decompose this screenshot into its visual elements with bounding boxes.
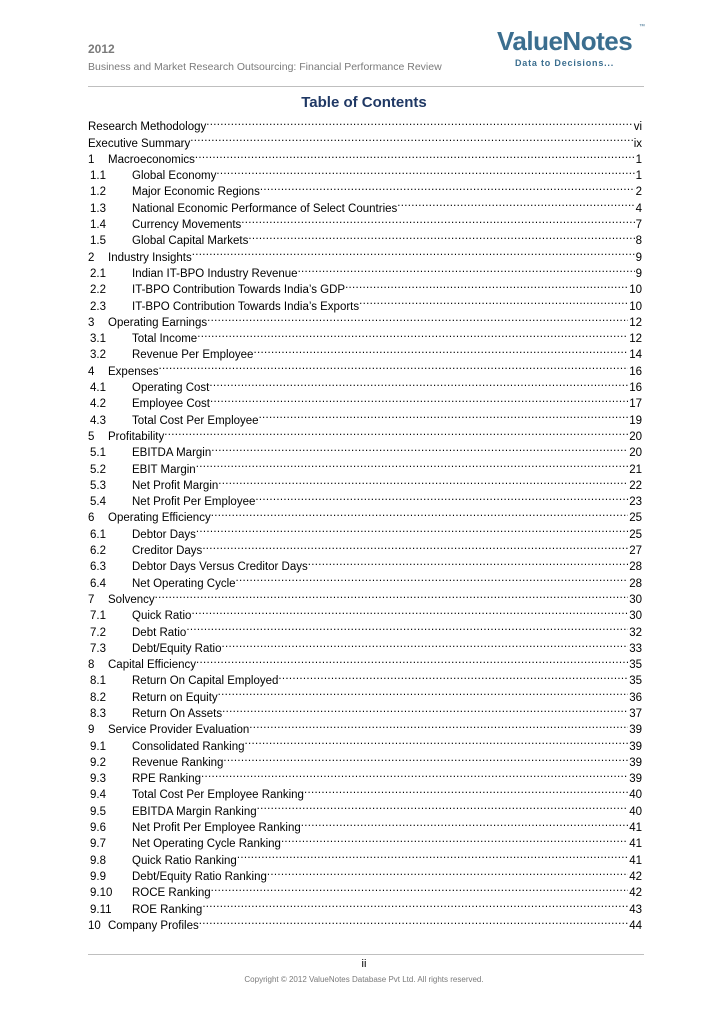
dot-leader xyxy=(345,277,628,293)
toc-entry-number: 9.4 xyxy=(90,789,106,802)
toc-entry-number: 5.1 xyxy=(90,447,106,460)
toc-entry-label: Quick Ratio Ranking xyxy=(132,854,237,867)
toc-entry-label: IT-BPO Contribution Towards India’s Exports xyxy=(132,300,360,313)
toc-entry-number: 9.2 xyxy=(90,756,106,769)
dot-leader xyxy=(195,147,635,163)
dot-leader xyxy=(202,896,628,912)
toc-entry[interactable] xyxy=(88,587,642,606)
toc-entry-page: 25 xyxy=(629,512,642,525)
toc-entry-label: EBITDA Margin xyxy=(132,447,212,460)
toc-entry-number: 6.4 xyxy=(90,577,106,590)
toc-entry-label: ROE Ranking xyxy=(132,903,203,916)
toc-entry-page: 40 xyxy=(629,789,642,802)
toc-entry-number: 4.3 xyxy=(90,414,106,427)
dot-leader xyxy=(308,554,628,570)
toc-entry-page: 39 xyxy=(629,724,642,737)
toc-entry-number: 9 xyxy=(88,724,95,737)
dot-leader xyxy=(201,766,628,782)
dot-leader xyxy=(259,407,629,423)
toc-entry-number: 7.1 xyxy=(90,610,106,623)
toc-entry-number: 2.2 xyxy=(90,284,106,297)
dot-leader xyxy=(245,733,629,749)
dot-leader xyxy=(253,342,628,358)
toc-entry-number: 6 xyxy=(88,512,95,525)
toc-entry-page: 30 xyxy=(629,610,642,623)
toc-entry-label: Global Capital Markets xyxy=(132,235,249,248)
dot-leader xyxy=(281,831,628,847)
toc-entry-label: Revenue Per Employee xyxy=(132,349,254,362)
toc-entry-label: National Economic Performance of Select Countries xyxy=(132,202,398,215)
toc-entry-label: Debt/Equity Ratio Ranking xyxy=(132,870,267,883)
toc-entry-number: 9.9 xyxy=(90,870,106,883)
toc-entry-number: 8.3 xyxy=(90,707,106,720)
toc-entry-number: 9.10 xyxy=(90,887,113,900)
dot-leader xyxy=(206,114,632,130)
toc-entry-page: 42 xyxy=(629,870,642,883)
toc-entry-page: 7 xyxy=(635,219,642,232)
toc-entry-label: Capital Efficiency xyxy=(108,659,196,672)
toc-entry[interactable] xyxy=(88,424,642,443)
toc-entry-page: 17 xyxy=(629,398,642,411)
dot-leader xyxy=(216,163,634,179)
dot-leader xyxy=(359,293,628,309)
dot-leader xyxy=(249,717,628,733)
toc-entry-number: 8.2 xyxy=(90,691,106,704)
toc-entry-label: Return On Capital Employed xyxy=(132,675,279,688)
toc-entry-label: Expenses xyxy=(108,365,159,378)
toc-entry-number: 6.3 xyxy=(90,561,106,574)
toc-entry-number: 9.7 xyxy=(90,838,106,851)
toc-entry-label: Debt/Equity Ratio xyxy=(132,642,222,655)
dot-leader xyxy=(196,521,628,537)
dot-leader xyxy=(260,179,635,195)
toc-entry-number: 7.3 xyxy=(90,642,106,655)
toc-entry-number: 1.1 xyxy=(90,170,106,183)
toc-entry-label: Net Operating Cycle xyxy=(132,577,236,590)
toc-entry-page: 20 xyxy=(629,447,642,460)
dot-leader xyxy=(211,880,629,896)
footer-divider xyxy=(88,954,644,955)
toc-entry-page: 1 xyxy=(635,170,642,183)
toc-entry-page: 41 xyxy=(629,854,642,867)
dot-leader xyxy=(192,244,635,260)
toc-entry-page: 16 xyxy=(629,365,642,378)
toc-entry-number: 9.1 xyxy=(90,740,106,753)
toc-entry-label: ROCE Ranking xyxy=(132,887,211,900)
toc-entry-page: 20 xyxy=(629,430,642,443)
toc-entry-label: Net Profit Per Employee xyxy=(132,496,256,509)
toc-entry-label: Return On Assets xyxy=(132,707,223,720)
toc-entry-label: Creditor Days xyxy=(132,545,203,558)
toc-entry-label: Operating Cost xyxy=(132,382,210,395)
toc-entry-page: 10 xyxy=(629,300,642,313)
toc-entry-number: 5.4 xyxy=(90,496,106,509)
header-subtitle: Business and Market Research Outsourcing: Financial Performance Review xyxy=(88,61,442,73)
header-divider xyxy=(88,86,644,87)
toc-entry-number: 9.6 xyxy=(90,822,106,835)
toc-entry-page: 28 xyxy=(629,577,642,590)
toc-entry-label: Profitability xyxy=(108,430,165,443)
toc-entry-label: Total Income xyxy=(132,333,198,346)
toc-entry-number: 9.8 xyxy=(90,854,106,867)
toc-entry-number: 8 xyxy=(88,659,95,672)
toc-entry-page: 40 xyxy=(629,805,642,818)
toc-entry-number: 3.1 xyxy=(90,333,106,346)
toc-entry-label: Total Cost Per Employee xyxy=(132,414,259,427)
toc-entry-number: 1.2 xyxy=(90,186,106,199)
toc-entry-label: Consolidated Ranking xyxy=(132,740,245,753)
dot-leader xyxy=(304,782,628,798)
dot-leader xyxy=(207,310,628,326)
toc-entry-page: 9 xyxy=(635,267,642,280)
dot-leader xyxy=(222,701,628,717)
toc-entry-page: 4 xyxy=(635,202,642,215)
toc-entry-page: 28 xyxy=(629,561,642,574)
dot-leader xyxy=(278,668,628,684)
toc-entry-number: 4 xyxy=(88,365,95,378)
toc-entry-label: Research Methodology xyxy=(88,121,207,134)
toc-entry-number: 4.1 xyxy=(90,382,106,395)
toc-entry-page: 22 xyxy=(629,479,642,492)
toc-entry-page: 43 xyxy=(629,903,642,916)
dot-leader xyxy=(199,913,628,929)
toc-entry-label: Solvency xyxy=(108,593,155,606)
toc-entry-number: 6.2 xyxy=(90,545,106,558)
toc-entry-label: EBITDA Margin Ranking xyxy=(132,805,257,818)
toc-entry-label: Quick Ratio xyxy=(132,610,192,623)
toc-entry-number: 5.3 xyxy=(90,479,106,492)
toc-entry-number: 10 xyxy=(88,919,101,932)
dot-leader xyxy=(241,212,634,228)
dot-leader xyxy=(190,130,632,146)
dot-leader xyxy=(196,652,628,668)
logo-tagline: Data to Decisions... xyxy=(515,58,615,68)
header-year: 2012 xyxy=(88,42,115,56)
toc-entry-page: vi xyxy=(633,121,642,134)
toc-entry-label: EBIT Margin xyxy=(132,463,196,476)
toc-entry-page: 32 xyxy=(629,626,642,639)
toc-entry-page: ix xyxy=(633,137,642,150)
toc-entry[interactable] xyxy=(88,375,642,395)
dot-leader xyxy=(248,228,634,244)
toc-entry-number: 6.1 xyxy=(90,528,106,541)
dot-leader xyxy=(211,505,629,521)
dot-leader xyxy=(211,440,628,456)
page-header xyxy=(88,24,648,80)
dot-leader xyxy=(223,750,628,766)
toc-entry[interactable] xyxy=(88,440,642,460)
toc-entry-page: 35 xyxy=(629,659,642,672)
toc-entry-page: 23 xyxy=(629,496,642,509)
toc-entry-page: 39 xyxy=(629,756,642,769)
toc-entry-page: 8 xyxy=(635,235,642,248)
toc-entry-page: 37 xyxy=(629,707,642,720)
toc-entry[interactable] xyxy=(88,358,642,378)
toc-entry-page: 41 xyxy=(629,838,642,851)
toc-entry-page: 14 xyxy=(629,349,642,362)
dot-leader xyxy=(186,619,628,635)
toc-entry-number: 1.3 xyxy=(90,202,106,215)
toc-entry-label: Debtor Days xyxy=(132,528,196,541)
table-of-contents xyxy=(88,114,642,932)
toc-entry-number: 2.1 xyxy=(90,267,106,280)
toc-entry-label: Net Profit Per Employee Ranking xyxy=(132,822,301,835)
toc-entry-page: 9 xyxy=(635,251,642,264)
toc-entry-label: Executive Summary xyxy=(88,137,191,150)
logo-trademark: ™ xyxy=(639,24,645,30)
toc-entry-label: Debtor Days Versus Creditor Days xyxy=(132,561,308,574)
dot-leader xyxy=(155,587,629,603)
logo-wordmark: ValueNotes xyxy=(497,26,633,56)
dot-leader xyxy=(298,261,635,277)
toc-entry-page: 16 xyxy=(629,382,642,395)
toc-entry-page: 12 xyxy=(629,316,642,329)
toc-entry-label: Service Provider Evaluation xyxy=(108,724,250,737)
toc-title: Table of Contents xyxy=(301,94,427,111)
toc-entry-label: Net Operating Cycle Ranking xyxy=(132,838,281,851)
toc-entry-label: Currency Movements xyxy=(132,219,242,232)
toc-entry-number: 9.3 xyxy=(90,773,106,786)
toc-entry-page: 33 xyxy=(629,642,642,655)
toc-entry-number: 5 xyxy=(88,430,95,443)
toc-entry-label: IT-BPO Contribution Towards India’s GDP xyxy=(132,284,346,297)
toc-entry-label: Revenue Ranking xyxy=(132,756,224,769)
toc-entry-page: 21 xyxy=(629,463,642,476)
toc-entry-page: 39 xyxy=(629,740,642,753)
toc-entry-page: 36 xyxy=(629,691,642,704)
toc-entry-number: 5.2 xyxy=(90,463,106,476)
toc-entry-number: 1.5 xyxy=(90,235,106,248)
toc-entry-number: 1 xyxy=(88,153,95,166)
toc-entry-number: 3.2 xyxy=(90,349,106,362)
toc-entry-label: Major Economic Regions xyxy=(132,186,260,199)
toc-entry-page: 27 xyxy=(629,545,642,558)
toc-entry-label: Indian IT-BPO Industry Revenue xyxy=(132,267,298,280)
toc-entry-page: 19 xyxy=(629,414,642,427)
dot-leader xyxy=(164,424,628,440)
toc-entry-page: 39 xyxy=(629,773,642,786)
dot-leader xyxy=(236,570,629,586)
toc-entry-page: 1 xyxy=(635,153,642,166)
toc-entry-label: Macroeconomics xyxy=(108,153,195,166)
dot-leader xyxy=(267,864,628,880)
toc-entry-page: 44 xyxy=(629,919,642,932)
toc-entry-label: Global Economy xyxy=(132,170,217,183)
toc-entry-number: 7.2 xyxy=(90,626,106,639)
dot-leader xyxy=(255,489,628,505)
dot-leader xyxy=(257,798,629,814)
dot-leader xyxy=(209,375,628,391)
toc-entry-label: Industry Insights xyxy=(108,251,192,264)
toc-entry-number: 8.1 xyxy=(90,675,106,688)
toc-entry-label: Return on Equity xyxy=(132,691,218,704)
toc-entry-number: 2 xyxy=(88,251,95,264)
toc-entry-label: Operating Earnings xyxy=(108,316,208,329)
toc-entry-number: 1.4 xyxy=(90,219,106,232)
toc-entry-label: RPE Ranking xyxy=(132,773,202,786)
valuenotes-logo xyxy=(493,26,653,76)
toc-entry-label: Employee Cost xyxy=(132,398,210,411)
toc-entry-page: 30 xyxy=(629,593,642,606)
page-number: ii xyxy=(361,958,367,970)
dot-leader xyxy=(196,456,629,472)
dot-leader xyxy=(210,391,628,407)
dot-leader xyxy=(202,538,628,554)
dot-leader xyxy=(237,847,628,863)
toc-entry-number: 3 xyxy=(88,316,95,329)
toc-entry-page: 2 xyxy=(635,186,642,199)
toc-entry-page: 35 xyxy=(629,675,642,688)
dot-leader xyxy=(397,195,634,211)
toc-entry-label: Company Profiles xyxy=(108,919,199,932)
toc-entry-label: Total Cost Per Employee Ranking xyxy=(132,789,304,802)
toc-entry-number: 7 xyxy=(88,593,95,606)
toc-entry-page: 12 xyxy=(629,333,642,346)
dot-leader xyxy=(159,358,629,374)
toc-entry-page: 41 xyxy=(629,822,642,835)
toc-entry[interactable] xyxy=(88,603,642,623)
toc-entry[interactable] xyxy=(88,114,642,134)
dot-leader xyxy=(218,473,628,489)
dot-leader xyxy=(222,636,629,652)
toc-entry-label: Net Profit Margin xyxy=(132,479,219,492)
copyright-notice: Copyright © 2012 ValueNotes Database Pvt Ltd. All rights reserved. xyxy=(244,975,484,984)
dot-leader xyxy=(301,815,628,831)
toc-entry-number: 9.5 xyxy=(90,805,106,818)
dot-leader xyxy=(197,326,628,342)
dot-leader xyxy=(191,603,628,619)
toc-entry-page: 25 xyxy=(629,528,642,541)
toc-entry-number: 4.2 xyxy=(90,398,106,411)
toc-entry-page: 10 xyxy=(629,284,642,297)
toc-entry-label: Operating Efficiency xyxy=(108,512,211,525)
toc-entry-number: 9.11 xyxy=(90,903,112,916)
toc-entry-number: 2.3 xyxy=(90,300,106,313)
toc-entry-label: Debt Ratio xyxy=(132,626,187,639)
toc-entry-page: 42 xyxy=(629,887,642,900)
dot-leader xyxy=(218,684,629,700)
